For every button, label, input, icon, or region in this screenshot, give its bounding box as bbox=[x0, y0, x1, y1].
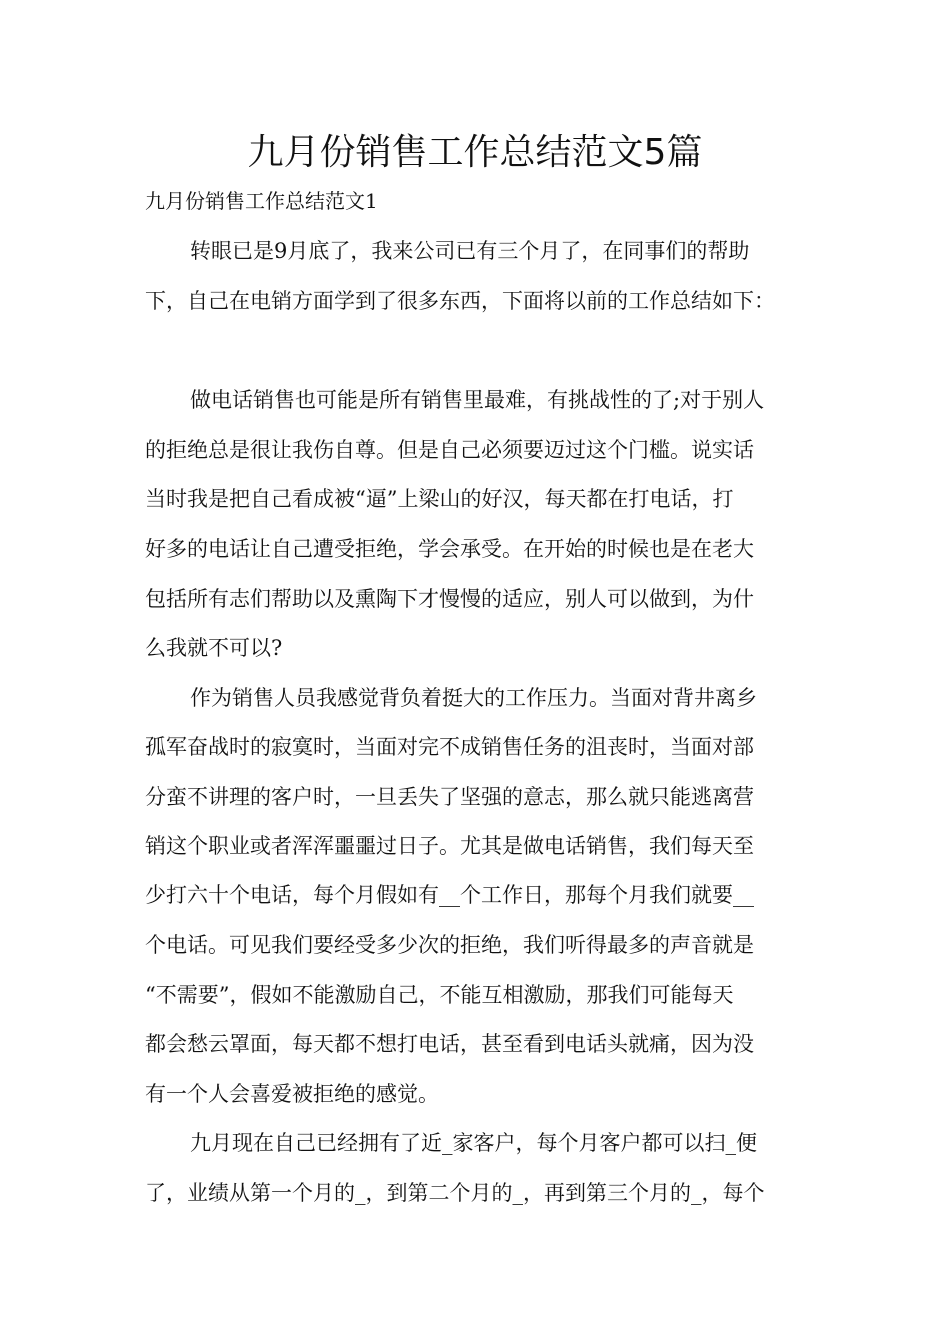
paragraph-line: 个电话。可见我们要经受多少次的拒绝，我们听得最多的声音就是 bbox=[145, 933, 754, 957]
paragraph-line: 销这个职业或者浑浑噩噩过日子。尤其是做电话销售，我们每天至 bbox=[145, 834, 754, 858]
paragraph-line: 九月现在自己已经拥有了近_家客户，每个月客户都可以扫_便 bbox=[190, 1131, 757, 1155]
paragraph-line: 作为销售人员我感觉背负着挺大的工作压力。当面对背井离乡 bbox=[190, 686, 757, 710]
paragraph-line: 包括所有志们帮助以及熏陶下才慢慢的适应，别人可以做到，为什 bbox=[145, 587, 754, 611]
paragraph-line: 的拒绝总是很让我伤自尊。但是自己必须要迈过这个门槛。说实话 bbox=[145, 438, 754, 462]
section-subtitle: 九月份销售工作总结范文1 bbox=[145, 189, 378, 213]
document-title: 九月份销售工作总结范文5篇 bbox=[247, 132, 703, 173]
paragraph-line: 都会愁云罩面，每天都不想打电话，甚至看到电话头就痛，因为没 bbox=[145, 1032, 754, 1056]
paragraph-line: 转眼已是9月底了，我来公司已有三个月了，在同事们的帮助 bbox=[190, 239, 750, 263]
paragraph-line: “不需要”，假如不能激励自己，不能互相激励，那我们可能每天 bbox=[145, 983, 734, 1007]
paragraph-line: 分蛮不讲理的客户时，一旦丢失了坚强的意志，那么就只能逃离营 bbox=[145, 785, 754, 809]
paragraph-line: 做电话销售也可能是所有销售里最难，有挑战性的了;对于别人 bbox=[190, 388, 765, 412]
paragraph-line: 下，自己在电销方面学到了很多东西，下面将以前的工作总结如下： bbox=[145, 289, 775, 313]
paragraph-line: 好多的电话让自己遭受拒绝，学会承受。在开始的时候也是在老大 bbox=[145, 537, 754, 561]
paragraph-line: 孤军奋战时的寂寞时，当面对完不成销售任务的沮丧时，当面对部 bbox=[145, 735, 754, 759]
paragraph-line: 有一个人会喜爱被拒绝的感觉。 bbox=[145, 1082, 439, 1106]
paragraph-line: 少打六十个电话，每个月假如有__个工作日，那每个月我们就要__ bbox=[145, 883, 754, 907]
paragraph-line: 么我就不可以? bbox=[145, 636, 283, 660]
paragraph-line: 了，业绩从第一个月的_，到第二个月的_，再到第三个月的_，每个 bbox=[145, 1181, 765, 1205]
paragraph-line: 当时我是把自己看成被“逼”上梁山的好汉，每天都在打电话，打 bbox=[145, 487, 734, 511]
